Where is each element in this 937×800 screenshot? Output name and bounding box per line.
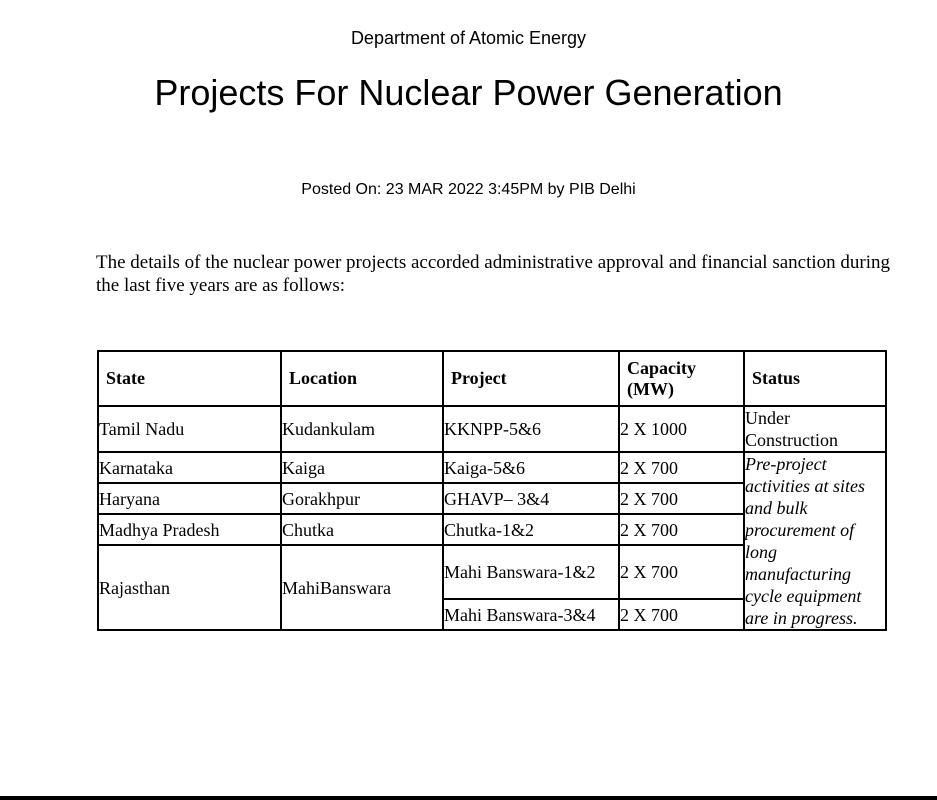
cell-state: Karnataka [98,452,281,483]
cell-project: Kaiga-5&6 [443,452,619,483]
cell-capacity: 2 X 1000 [619,406,744,452]
cell-project: Mahi Banswara-3&4 [443,599,619,630]
page-bottom-border [0,796,937,800]
table-row [98,452,886,483]
cell-capacity: 2 X 700 [619,514,744,545]
table-header-row [98,351,886,406]
projects-table [97,350,887,631]
cell-state: Tamil Nadu [98,406,281,452]
cell-capacity: 2 X 700 [619,483,744,514]
cell-status: Under Construction [744,406,886,452]
cell-location: Kaiga [281,452,443,483]
cell-capacity: 2 X 700 [619,599,744,630]
cell-capacity: 2 X 700 [619,545,744,599]
header-project: Project [443,351,619,406]
cell-state: Rajasthan [98,545,281,630]
department-name: Department of Atomic Energy [350,28,587,48]
cell-project: KKNPP-5&6 [443,406,619,452]
posted-date: Posted On: 23 MAR 2022 3:45PM by PIB Delhi [301,181,636,198]
table-row [98,406,886,452]
cell-location: Kudankulam [281,406,443,452]
intro-paragraph: The details of the nuclear power projects accorded administrative approval and financial sanction during the last five years are as follows: [96,252,891,296]
header-status: Status [744,351,886,406]
cell-project: GHAVP– 3&4 [443,483,619,514]
cell-capacity: 2 X 700 [619,452,744,483]
cell-state: Haryana [98,483,281,514]
header-state: State [98,351,281,406]
header-capacity: Capacity (MW) [619,351,744,406]
cell-project: Mahi Banswara-1&2 [443,545,619,599]
header-location: Location [281,351,443,406]
cell-location: Chutka [281,514,443,545]
cell-location: Gorakhpur [281,483,443,514]
cell-status-merged: Pre-project activities at sites and bulk procurement of long manufacturing cycle equipment are in progress. [744,452,886,630]
page-title: Projects For Nuclear Power Generation [154,72,783,113]
cell-project: Chutka-1&2 [443,514,619,545]
cell-state: Madhya Pradesh [98,514,281,545]
cell-location: MahiBanswara [281,545,443,630]
